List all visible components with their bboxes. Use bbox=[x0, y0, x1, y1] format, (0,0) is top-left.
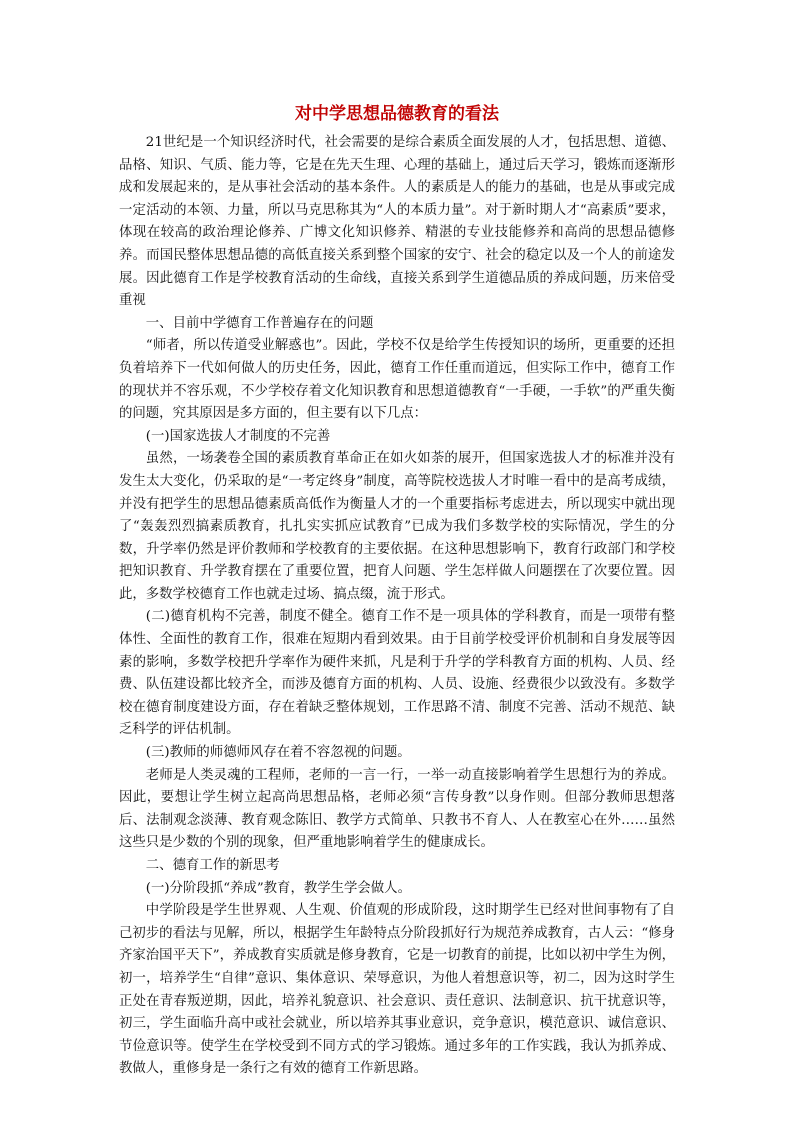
section-heading: 二、德育工作的新思考 bbox=[145, 858, 280, 873]
section-heading: (一)分阶段抓“养成”教育，教学生学会做人。 bbox=[145, 880, 411, 896]
paragraph: 中学阶段是学生世界观、人生观、价值观的形成阶段，这时期学生已经对世间事物有了自己初步的看法与见解，所以，根据学生年龄特点分阶段抓好行为规范养成教育，古人云：“修身齐家治国平天下”，养成教育实质就是修身教育，它是一切教育的前提，比如以初中学生为例，初一，培养学生“自律”意识、集体意识、荣辱意识，为他人着想意识等，初二，因为这时学生正处在青春叛逆期，因此，培养礼貌意识、社会意识、责任意识、法制意识、抗干扰意识等，初三，学生面临升高中或社会就业，所以培养其事业意识，竞争意识，模范意识、诚信意识、节俭意识等。使学生在学校受到不同方式的学习锻炼。通过多年的工作实践，我认为抓养成、教做人，重修身是一条行之有效的德育工作新思路。 bbox=[119, 903, 675, 1077]
section-heading: (一)国家选拔人才制度的不完善 bbox=[145, 428, 331, 444]
section-heading: 一、目前中学德育工作普遍存在的问题 bbox=[145, 315, 374, 331]
document-page bbox=[119, 100, 675, 1081]
paragraph: 老师是人类灵魂的工程师，老师的一言一行，一举一动直接影响着学生思想行为的养成。因此，要想让学生树立起高尚思想品格，老师必须“言传身教”以身作则。但部分教师思想落后、法制观念淡薄、教育观念陈旧、教学方式简单、只教书不育人、人在教室心在外……虽然这些只是少数的个别的现象，但严重地影响着学生的健康成长。 bbox=[119, 767, 675, 851]
paragraph: 21世纪是一个知识经济时代，社会需要的是综合素质全面发展的人才，包括思想、道德、品格、知识、气质、能力等，它是在先天生理、心理的基础上，通过后天学习，锻炼而逐渐形成和发展起来的，是从事社会活动的基本条件。人的素质是人的能力的基础，也是从事或完成一定活动的本领、力量，所以马克思称其为“人的本质力量”。对于新时期人才“高素质”要求，体现在较高的政治理论修养、广博文化知识修养、精湛的专业技能修养和高尚的思想品德修养。而国民整体思想品德的高低直接关系到整个国家的安宁、社会的稳定以及一个人的前途发展。因此德育工作是学校教育活动的生命线，直接关系到学生道德品质的养成问题，历来倍受重视 bbox=[119, 135, 675, 309]
paragraph: (二)德育机构不完善，制度不健全。德育工作不是一项具体的学科教育，而是一项带有整体性、全面性的教育工作，很难在短期内看到效果。由于目前学校受评价机制和自身发展等因素的影响，多数学校把升学率作为硬件来抓，凡是利于升学的学科教育方面的机构、人员、经费、队伍建设都比较齐全，而涉及德育方面的机构、人员、设施、经费很少以致没有。多数学校在德育制度建设方面，存在着缺乏整体规划，工作思路不清、制度不完善、活动不规范、缺乏科学的评估机制。 bbox=[119, 609, 675, 738]
section-heading: (三)教师的师德师风存在着不容忽视的问题。 bbox=[145, 745, 411, 761]
paragraph: “师者，所以传道受业解惑也”。因此，学校不仅是给学生传授知识的场所，更重要的还担负着培养下一代如何做人的历史任务，因此，德育工作任重而道远，但实际工作中，德育工作的现状并不容乐观，不少学校存着文化知识教育和思想道德教育“一手硬，一手软”的严重失衡的问题，究其原因是多方面的，但主要有以下几点： bbox=[119, 338, 675, 422]
document-title: 对中学思想品德教育的看法 bbox=[295, 104, 499, 124]
document-body bbox=[119, 132, 675, 1081]
paragraph: 虽然，一场袭卷全国的素质教育革命正在如火如荼的展开，但国家选拔人才的标准并没有发生太大变化，仍采取的是“一考定终身”制度，高等院校选拔人才时唯一看中的是高考成绩，并没有把学生的思想品德素质高低作为衡量人才的一个重要指标考虑进去，所以现实中就出现了“轰轰烈烈搞素质教育，扎扎实实抓应试教育”已成为我们多数学校的实际情况，学生的分数，升学率仍然是评价教师和学校教育的主要依据。在这种思想影响下，教育行政部门和学校把知识教育、升学教育摆在了重要位置，把育人问题、学生怎样做人问题摆在了次要位置。因此，多数学校德育工作也就走过场、搞点缀，流于形式。 bbox=[119, 451, 675, 602]
